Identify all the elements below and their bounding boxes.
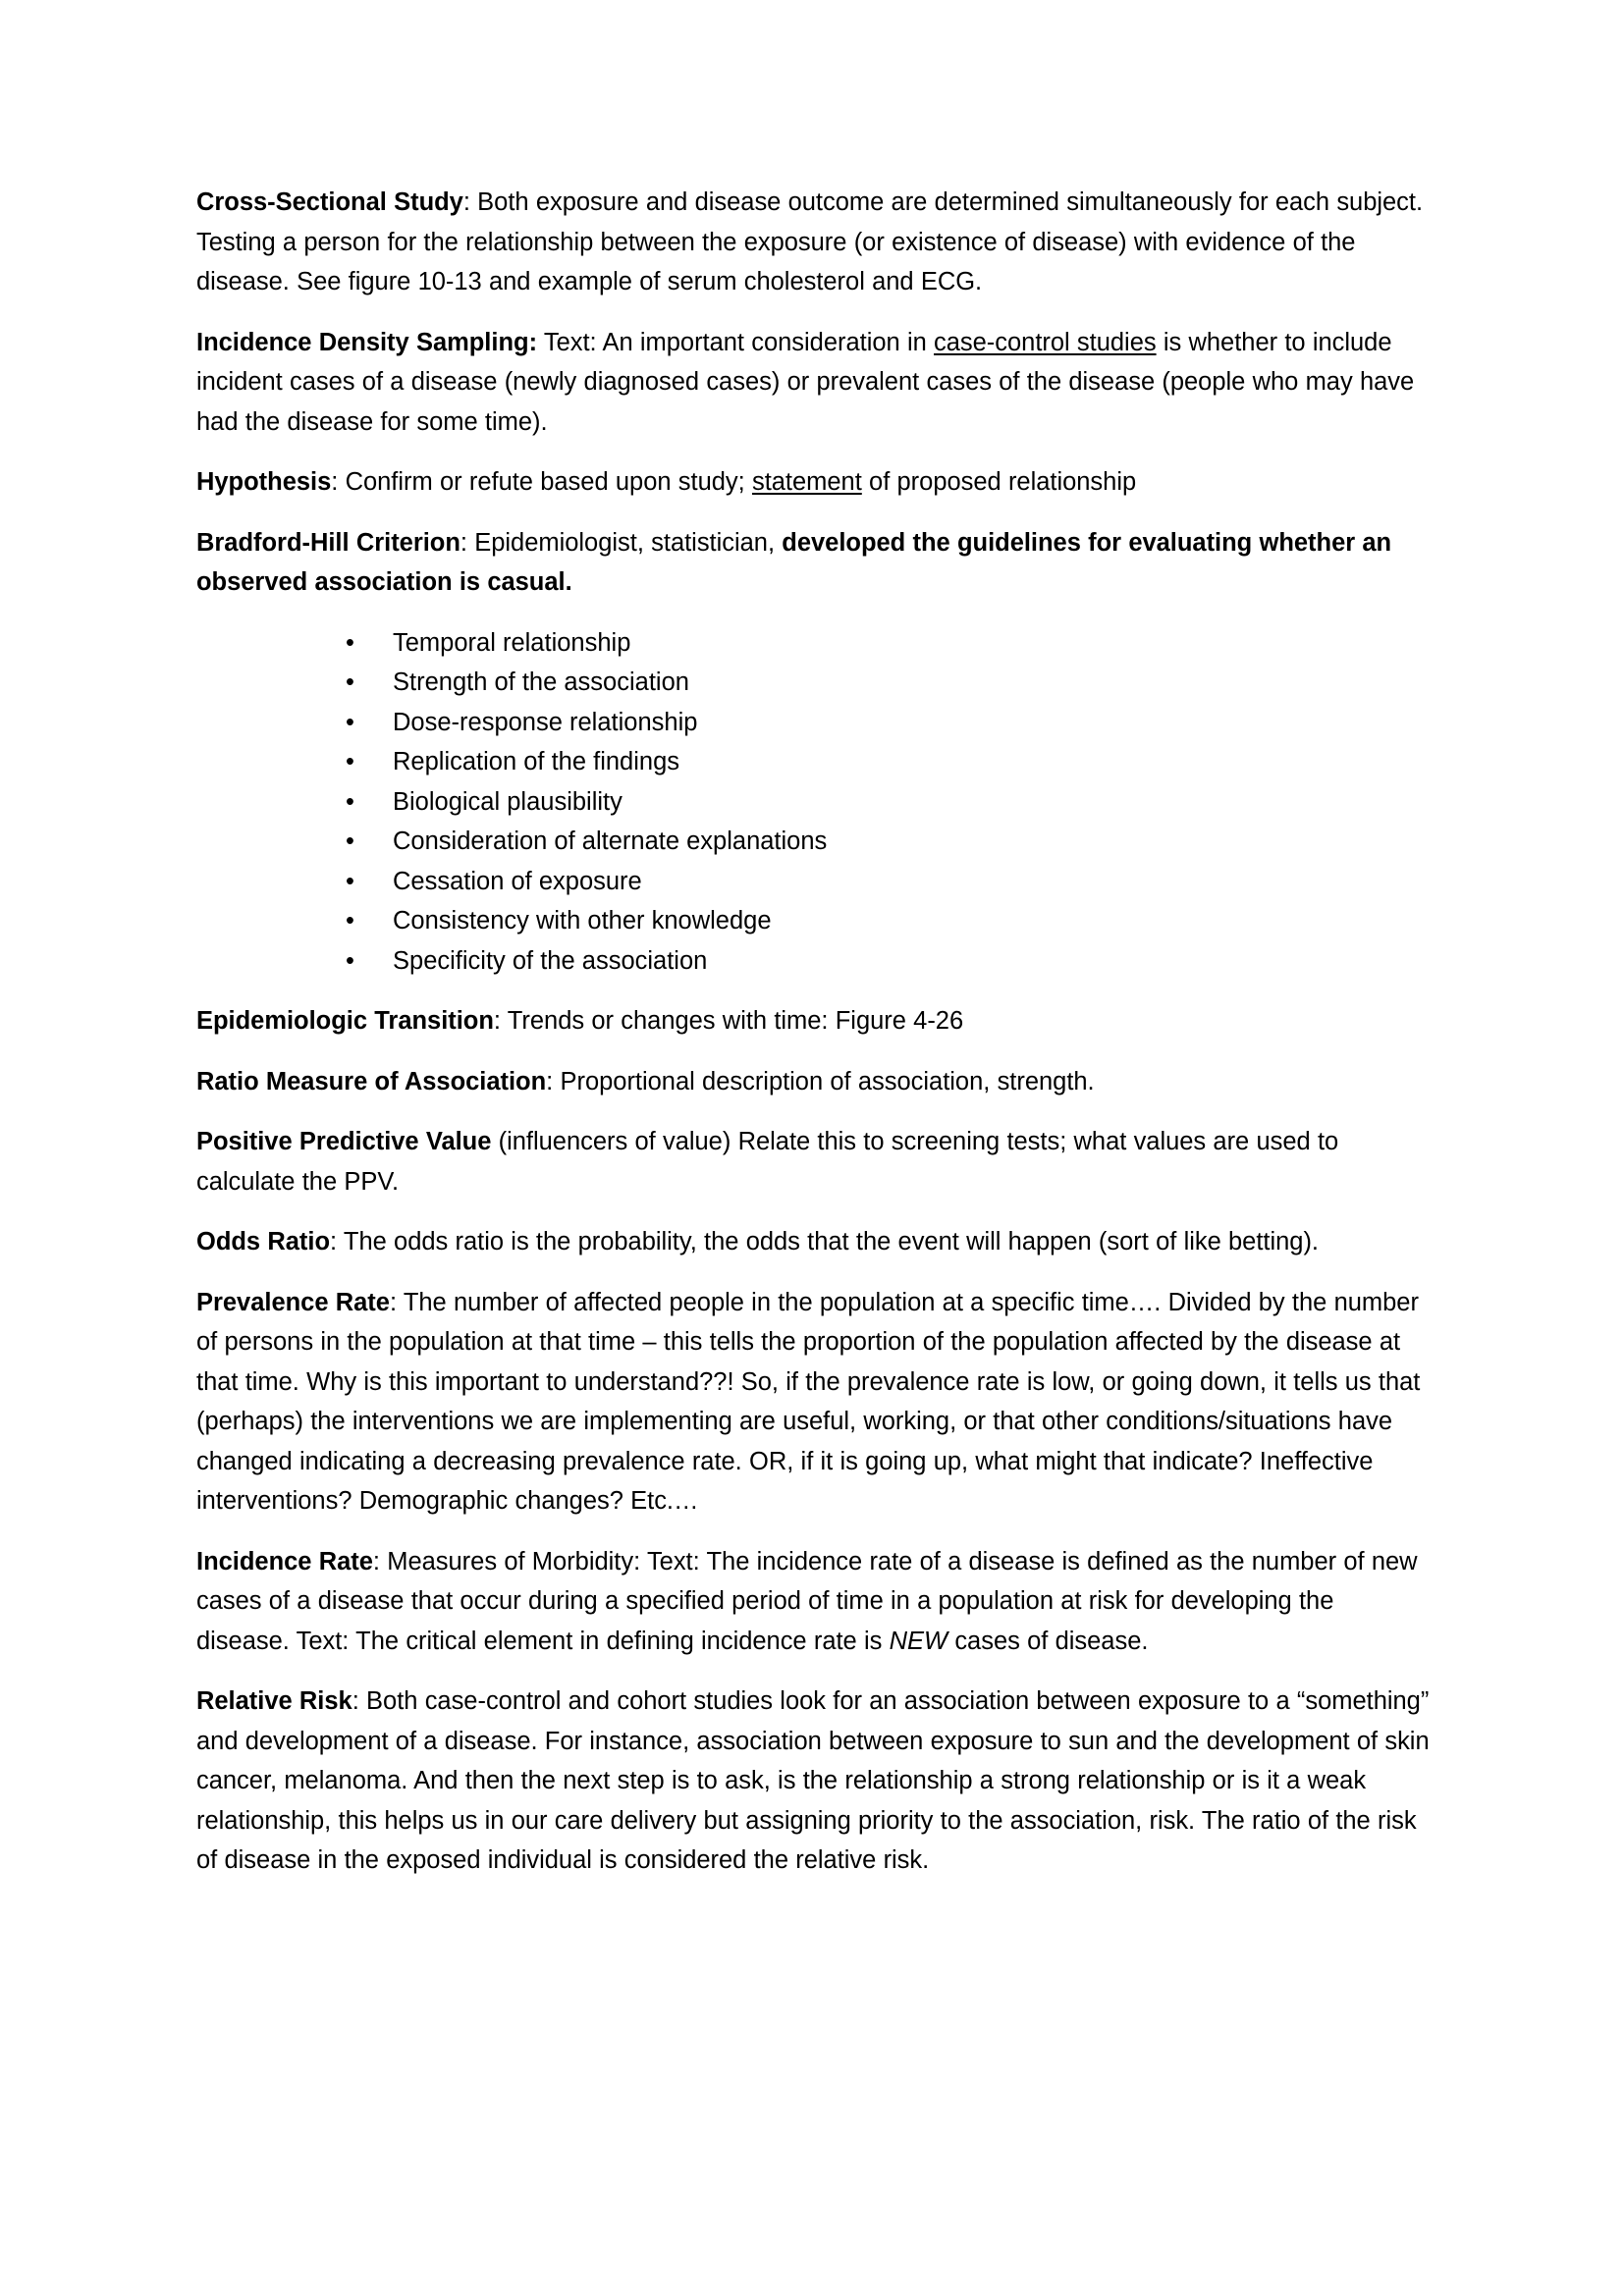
colon-incidence-rate: : [372, 1547, 380, 1575]
term-prevalence-rate: Prevalence Rate [196, 1288, 390, 1316]
list-item [196, 822, 1430, 862]
body-bradford-hill-plain: Epidemiologist, statistician, [467, 528, 783, 557]
colon-odds-ratio: : [330, 1228, 338, 1255]
document-body [196, 183, 1430, 1881]
body-epidemiologic-transition: Trends or changes with time: Figure 4-26 [501, 1007, 964, 1035]
list-item-label: Biological plausibility [393, 787, 623, 816]
colon-epidemiologic-transition: : [493, 1007, 501, 1035]
list-item [196, 901, 1430, 941]
colon-prevalence-rate: : [389, 1288, 398, 1316]
paragraph-prevalence-rate [196, 1283, 1430, 1522]
bullet-icon: • [346, 867, 354, 895]
body-positive-predictive-value: (influencers of value) Relate this to screening tests; what values are used to calculate the PPV. [196, 1128, 1339, 1196]
paragraph-odds-ratio [196, 1222, 1430, 1262]
list-item-label: Strength of the association [393, 668, 689, 696]
paragraph-positive-predictive-value [196, 1122, 1430, 1201]
colon-incidence-density-sampling: : [528, 328, 538, 356]
term-incidence-density-sampling: Incidence Density Sampling [196, 328, 529, 356]
list-item [196, 742, 1430, 782]
term-cross-sectional-study: Cross-Sectional Study [196, 188, 463, 216]
term-relative-risk: Relative Risk [196, 1687, 352, 1715]
colon-cross-sectional-study: : [462, 188, 470, 216]
body-hypothesis-pre: Confirm or refute based upon study; [338, 468, 752, 496]
body-odds-ratio: The odds ratio is the probability, the odds that the event will happen (sort of like betting). [337, 1228, 1319, 1255]
list-item-label: Cessation of exposure [393, 867, 642, 895]
term-ratio-measure-of-association: Ratio Measure of Association [196, 1067, 547, 1095]
term-odds-ratio: Odds Ratio [196, 1228, 331, 1255]
colon-relative-risk: : [352, 1687, 359, 1715]
body-hypothesis-post: of proposed relationship [861, 468, 1137, 496]
paragraph-hypothesis [196, 462, 1430, 503]
bullet-icon: • [346, 946, 354, 975]
term-bradford-hill-criterion: Bradford-Hill Criterion [196, 528, 460, 557]
body-incidence-rate-pre: Measures of Morbidity: Text: The incidence rate of a disease is defined as the number of new cases of a disease that occur during a specified period of time in a population at risk for developing the disease. Text: The critical element in defining incidence rate is [196, 1547, 1418, 1655]
bradford-hill-criteria-list [196, 623, 1430, 982]
body-relative-risk: Both case-control and cohort studies look for an association between exposure to a “something” and development of a disease. For instance, association between exposure to sun and the development of skin cancer, melanoma. And then the next step is to ask, is the relationship a strong relationship or is it a weak relationship, this helps us in our care delivery but assigning priority to the association, risk. The ratio of the risk of disease in the exposed individual is considered the relative risk. [196, 1687, 1430, 1874]
body-incidence-rate-post: cases of disease. [947, 1627, 1149, 1655]
bullet-icon: • [346, 668, 354, 696]
body-cross-sectional-study: Both exposure and disease outcome are determined simultaneously for each subject. Testing a person for the relationship between the exposure (or existence of disease) with evidence of the disease. See figure 10-13 and example of serum cholesterol and ECG. [196, 188, 1424, 295]
colon-ratio-measure-of-association: : [546, 1067, 554, 1095]
term-positive-predictive-value: Positive Predictive Value [196, 1128, 492, 1155]
underlined-case-control-studies: case-control studies [934, 328, 1157, 356]
paragraph-relative-risk [196, 1682, 1430, 1881]
body-incidence-density-sampling-post: is whether to include incident cases of a disease (newly diagnosed cases) or prevalent cases of the disease (people who may have had the disease for some time). [196, 328, 1415, 436]
colon-hypothesis: : [331, 468, 339, 496]
term-epidemiologic-transition: Epidemiologic Transition [196, 1007, 494, 1035]
bullet-icon: • [346, 787, 354, 816]
term-hypothesis: Hypothesis [196, 468, 332, 496]
bullet-icon: • [346, 828, 354, 855]
paragraph-bradford-hill-criterion [196, 523, 1430, 603]
paragraph-incidence-rate [196, 1542, 1430, 1662]
list-item [196, 703, 1430, 743]
body-incidence-density-sampling-pre: Text: An important consideration in [537, 328, 935, 356]
paragraph-epidemiologic-transition [196, 1001, 1430, 1041]
list-item-label: Temporal relationship [393, 628, 631, 657]
bullet-icon: • [346, 628, 354, 657]
paragraph-incidence-density-sampling [196, 323, 1430, 443]
list-item [196, 623, 1430, 664]
bullet-icon: • [346, 748, 354, 775]
list-item [196, 782, 1430, 823]
paragraph-cross-sectional-study [196, 183, 1430, 302]
list-item-label: Replication of the findings [393, 748, 680, 775]
list-item-label: Consideration of alternate explanations [393, 828, 828, 855]
list-item-label: Specificity of the association [393, 946, 708, 975]
list-item [196, 862, 1430, 902]
italic-new: NEW [889, 1627, 948, 1655]
term-incidence-rate: Incidence Rate [196, 1547, 373, 1575]
colon-bradford-hill-criterion: : [460, 528, 467, 557]
body-bradford-hill-bold: developed the guidelines for evaluating whether an observed association is casual. [196, 528, 1392, 596]
list-item-label: Consistency with other knowledge [393, 907, 772, 934]
underlined-statement: statement [751, 468, 862, 496]
bullet-icon: • [346, 907, 354, 934]
paragraph-ratio-measure-of-association [196, 1062, 1430, 1102]
list-item [196, 663, 1430, 703]
body-ratio-measure-of-association: Proportional description of association, strength. [553, 1067, 1095, 1095]
body-prevalence-rate: The number of affected people in the population at a specific time…. Divided by the number of persons in the population at that time – this tells the proportion of the population affected by the disease at that time. Why is this important to understand??! So, if the prevalence rate is low, or going down, it tells us that (perhaps) the interventions we are implementing are useful, working, or that other conditions/situations have changed indicating a decreasing prevalence rate. OR, if it is going up, what might that indicate? Ineffective interventions? Demographic changes? Etc.… [196, 1288, 1421, 1515]
bullet-icon: • [346, 708, 354, 736]
list-item-label: Dose-response relationship [393, 708, 698, 736]
list-item [196, 941, 1430, 982]
